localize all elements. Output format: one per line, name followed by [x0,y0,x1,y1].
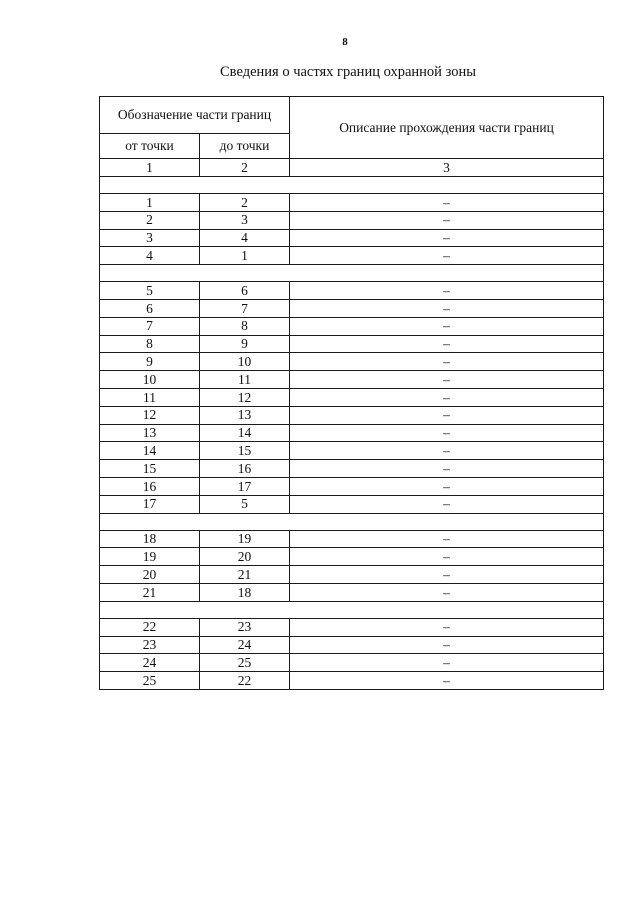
table-row [100,371,604,389]
cell-from-point: 3 [100,229,200,247]
cell-description: – [290,353,604,371]
cell-to-point: 2 [200,194,290,212]
cell-to-point: 8 [200,317,290,335]
group-separator-cell [100,177,604,194]
cell-to-point: 23 [200,618,290,636]
table-row [100,406,604,424]
cell-to-point: 4 [200,229,290,247]
cell-to-point: 6 [200,282,290,300]
header-to-point: до точки [200,134,290,159]
group-separator-row [100,513,604,530]
column-number-3: 3 [290,159,604,177]
table-row [100,477,604,495]
table-row [100,424,604,442]
table-row [100,194,604,212]
header-designation: Обозначение части границ [100,97,290,134]
table-row [100,282,604,300]
cell-to-point: 9 [200,335,290,353]
cell-from-point: 10 [100,371,200,389]
header-from-point: от точки [100,134,200,159]
table-row [100,335,604,353]
table-row [100,618,604,636]
cell-to-point: 10 [200,353,290,371]
cell-description: – [290,566,604,584]
cell-description: – [290,477,604,495]
cell-from-point: 15 [100,460,200,478]
cell-from-point: 9 [100,353,200,371]
cell-from-point: 19 [100,548,200,566]
group-separator-row [100,265,604,282]
table-row [100,299,604,317]
cell-description: – [290,335,604,353]
cell-from-point: 5 [100,282,200,300]
table-row [100,229,604,247]
table-row [100,636,604,654]
column-number-1: 1 [100,159,200,177]
table-body [100,177,604,690]
cell-description: – [290,618,604,636]
cell-description: – [290,194,604,212]
cell-to-point: 13 [200,406,290,424]
cell-from-point: 2 [100,211,200,229]
cell-to-point: 5 [200,495,290,513]
table-row [100,654,604,672]
cell-from-point: 16 [100,477,200,495]
table-row [100,442,604,460]
cell-from-point: 8 [100,335,200,353]
cell-from-point: 11 [100,388,200,406]
header-description: Описание прохождения части границ [290,97,604,159]
cell-from-point: 4 [100,247,200,265]
cell-to-point: 25 [200,654,290,672]
cell-from-point: 24 [100,654,200,672]
cell-to-point: 16 [200,460,290,478]
cell-description: – [290,247,604,265]
cell-from-point: 1 [100,194,200,212]
cell-description: – [290,530,604,548]
cell-description: – [290,299,604,317]
group-separator-cell [100,513,604,530]
cell-description: – [290,229,604,247]
column-number-2: 2 [200,159,290,177]
group-separator-cell [100,601,604,618]
group-separator-cell [100,265,604,282]
group-separator-row [100,601,604,618]
cell-from-point: 17 [100,495,200,513]
cell-to-point: 22 [200,672,290,690]
cell-description: – [290,654,604,672]
cell-description: – [290,442,604,460]
cell-from-point: 6 [100,299,200,317]
cell-to-point: 20 [200,548,290,566]
table-row [100,460,604,478]
page-number: 8 [342,36,348,48]
table-row [100,530,604,548]
document-title: Сведения о частях границ охранной зоны [220,64,476,80]
table-row [100,317,604,335]
cell-from-point: 22 [100,618,200,636]
group-separator-row [100,177,604,194]
cell-from-point: 13 [100,424,200,442]
cell-description: – [290,636,604,654]
cell-to-point: 15 [200,442,290,460]
cell-description: – [290,460,604,478]
table-row [100,566,604,584]
cell-to-point: 14 [200,424,290,442]
cell-from-point: 7 [100,317,200,335]
cell-description: – [290,672,604,690]
cell-description: – [290,406,604,424]
cell-description: – [290,317,604,335]
cell-to-point: 1 [200,247,290,265]
cell-description: – [290,548,604,566]
cell-description: – [290,282,604,300]
cell-to-point: 17 [200,477,290,495]
boundary-parts-table [99,96,604,690]
cell-description: – [290,495,604,513]
table-row [100,247,604,265]
cell-description: – [290,424,604,442]
cell-description: – [290,388,604,406]
table-row [100,353,604,371]
table-row [100,672,604,690]
cell-to-point: 19 [200,530,290,548]
table-row [100,495,604,513]
cell-to-point: 21 [200,566,290,584]
cell-description: – [290,211,604,229]
cell-from-point: 21 [100,583,200,601]
cell-from-point: 14 [100,442,200,460]
cell-to-point: 11 [200,371,290,389]
cell-from-point: 20 [100,566,200,584]
table-row [100,583,604,601]
cell-to-point: 12 [200,388,290,406]
table-row [100,548,604,566]
cell-to-point: 7 [200,299,290,317]
cell-from-point: 23 [100,636,200,654]
cell-from-point: 25 [100,672,200,690]
cell-from-point: 12 [100,406,200,424]
cell-from-point: 18 [100,530,200,548]
cell-description: – [290,583,604,601]
table-row [100,211,604,229]
cell-to-point: 3 [200,211,290,229]
cell-to-point: 18 [200,583,290,601]
cell-description: – [290,371,604,389]
table-row [100,388,604,406]
cell-to-point: 24 [200,636,290,654]
